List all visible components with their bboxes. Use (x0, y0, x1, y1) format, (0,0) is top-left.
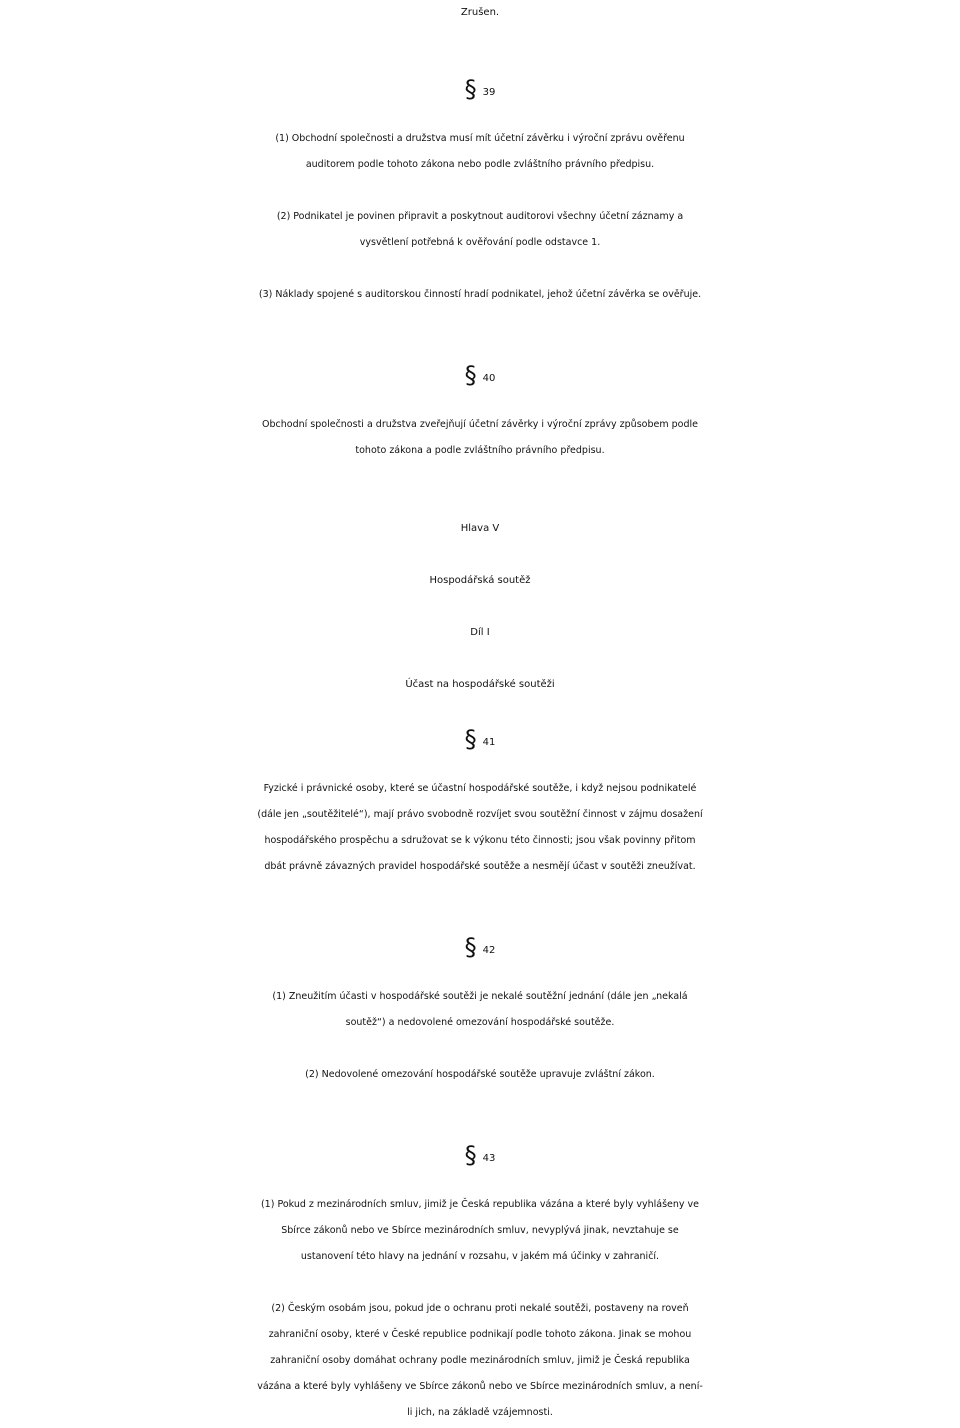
paragraph-line: (3) Náklady spojené s auditorskou činností hradí podnikatel, jehož účetní závěrka se ověřuje. (258, 289, 702, 300)
paragraph-line: hospodářského prospěchu a sdružovat se k výkonu této činnosti; jsou však povinny přitom (264, 835, 696, 846)
part-title: Hospodářská soutěž (429, 575, 531, 586)
paragraph-line: (1) Zneužitím účasti v hospodářské soutěži je nekalé soutěžní jednání (dále jen „nekalá (272, 991, 688, 1002)
paragraph-line: (2) Nedovolené omezování hospodářské soutěže upravuje zvláštní zákon. (305, 1069, 655, 1080)
section-39-heading (0, 74, 960, 106)
paragraph-line: soutěž“) a nedovolené omezování hospodářské soutěže. (345, 1017, 615, 1028)
paragraph-line: vysvětlení potřebná k ověřování podle odstavce 1. (359, 237, 601, 248)
paragraph-line: auditorem podle tohoto zákona nebo podle zvláštního právního předpisu. (305, 159, 655, 170)
section-number: 39 (482, 87, 496, 98)
paragraph-line: zahraniční osoby domáhat ochrany podle mezinárodních smluv, jimiž je Česká republika (270, 1355, 690, 1366)
section-symbol: § (464, 933, 477, 961)
paragraph-line: ustanovení této hlavy na jednání v rozsahu, v jakém má účinky v zahraničí. (300, 1251, 660, 1262)
division-title: Účast na hospodářské soutěži (405, 679, 555, 690)
section-symbol: § (464, 725, 477, 753)
paragraph-line: (1) Obchodní společnosti a družstva musí mít účetní závěrku i výroční zprávu ověřenu (275, 133, 685, 144)
section-symbol: § (464, 1141, 477, 1169)
division-heading: Díl I (470, 627, 490, 638)
section-43-heading (0, 1140, 960, 1172)
paragraph-line: Obchodní společnosti a družstva zveřejňují účetní závěrky i výroční zprávy způsobem podle (262, 419, 698, 430)
paragraph-line: (dále jen „soutěžitelé“), mají právo svobodně rozvíjet svou soutěžní činnost v zájmu dosažení (257, 809, 703, 820)
paragraph-line: Sbírce zákonů nebo ve Sbírce mezinárodních smluv, nevyplývá jinak, nevztahuje se (281, 1225, 679, 1236)
paragraph-line: Fyzické i právnické osoby, které se účastní hospodářské soutěže, i když nejsou podnikatelé (263, 783, 697, 794)
section-40-heading (0, 360, 960, 392)
part-heading: Hlava V (460, 523, 500, 534)
paragraph-line: vázána a které byly vyhlášeny ve Sbírce zákonů nebo ve Sbírce mezinárodních smluv, a není- (257, 1381, 703, 1392)
section-number: 42 (482, 945, 496, 956)
paragraph-line: (2) Českým osobám jsou, pokud jde o ochranu proti nekalé soutěži, postaveny na roveň (271, 1303, 689, 1314)
section-41-heading (0, 724, 960, 756)
section-number: 41 (482, 737, 496, 748)
paragraph-line: tohoto zákona a podle zvláštního právního předpisu. (355, 445, 605, 456)
section-symbol: § (464, 75, 477, 103)
paragraph-line: zahraniční osoby, které v České republice podnikají podle tohoto zákona. Jinak se mohou (268, 1329, 692, 1340)
section-symbol: § (464, 361, 477, 389)
section-number: 43 (482, 1153, 496, 1164)
paragraph-line: dbát právně závazných pravidel hospodářské soutěže a nesmějí účast v soutěži zneužívat. (264, 861, 696, 872)
paragraph-line: li jich, na základě vzájemnosti. (407, 1407, 553, 1418)
section-42-heading (0, 932, 960, 964)
paragraph-line: (2) Podnikatel je povinen připravit a poskytnout auditorovi všechny účetní záznamy a (276, 211, 684, 222)
repealed-note: Zrušen. (460, 7, 500, 18)
paragraph-line: (1) Pokud z mezinárodních smluv, jimiž je Česká republika vázána a které byly vyhlášeny ve (260, 1199, 700, 1210)
section-number: 40 (482, 373, 496, 384)
